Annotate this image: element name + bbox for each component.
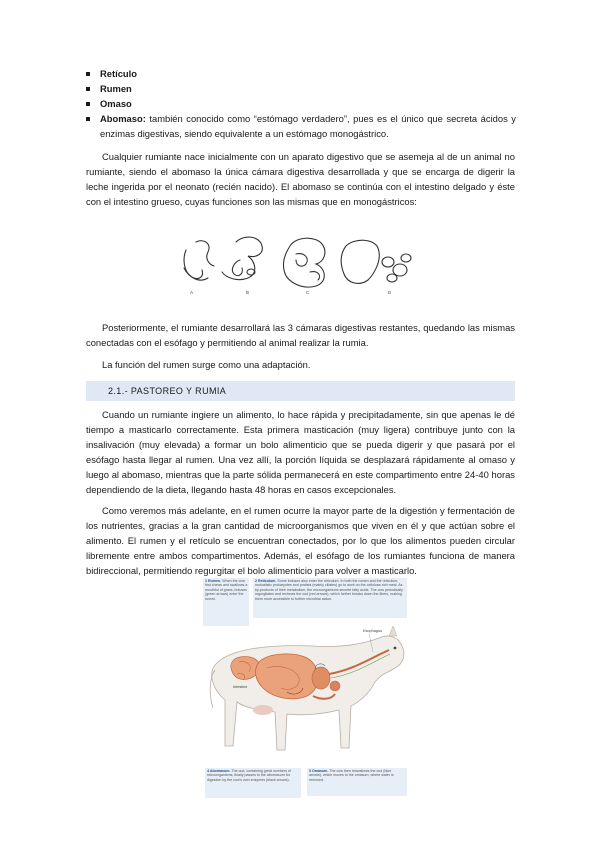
- paragraph-development: Posteriormente, el rumiante desarrollará las 3 cámaras digestivas restantes, quedando las mismas conectadas con el esófago y permitiendo al animal realizar la rumia.: [86, 322, 515, 348]
- omasum-organ: [330, 681, 340, 691]
- omasum-caption: 3 Omasum. The cow then reswallows the cud (blue arrows), which moves to the omasum, where water is removed.: [309, 769, 394, 782]
- list-item: Omaso: [86, 96, 516, 111]
- stomach-development-figure: [178, 232, 430, 298]
- list-item: Retículo: [86, 66, 516, 81]
- stage-label-b: B: [246, 290, 250, 295]
- stomach-stage-d: [341, 240, 411, 283]
- stomach-stage-c: [283, 238, 324, 287]
- paragraph-rumen-function: La función del rumen surge como una adaptación.: [102, 359, 311, 370]
- intestine-label: Intestine: [233, 685, 248, 689]
- esophagus-label: Esophagus: [363, 629, 382, 633]
- cow-digestive-figure: [203, 578, 409, 800]
- stomach-stage-a: [184, 241, 214, 280]
- paragraph-rumen-digestion: Como veremos más adelante, en el rumen ocurre la mayor parte de la digestión y fermentación de los nutrientes, gracias a la gran cantidad de microorganismos que viven en él y que actúan sobre el alimento. El rumen y el retículo se encuentran conectados, por lo que los alimentos pueden circular libremente entre ambos compartimentos. Además, el esófago de los rumiantes funciona de manera bidireccional, permitiendo regurgitar el bolo alimenticio para volver a masticarlo.: [86, 505, 515, 576]
- stomach-chambers-list: [86, 66, 516, 141]
- paragraph-ingestion: Cuando un rumiante ingiere un alimento, lo hace rápida y precipitadamente, sin que apenas le dé tiempo a masticarlo correctamente. Esta primera masticación (muy ligera) contribuye junto con la insalivación (muy elevada) a formar un bolo alimenticio que se pueda digerir y que pasará por el esófago hasta llegar al rumen. Una vez allí, la porción líquida se desplazará rápidamente al omaso y luego al abomaso, mientras que la parte sólida permanecerá en este compartimento entre 24-40 horas dependiendo de la dieta, llegando hasta 48 horas en casos excepcionales.: [86, 409, 515, 495]
- rumen-caption: 1 Rumen. When the cow first chews and swallows a mouthful of grass, boluses (green arrows) enter the rumen.: [205, 579, 248, 601]
- reticulum-organ: [312, 667, 330, 689]
- stage-label-a: A: [190, 290, 194, 295]
- reticulum-caption: 2 Reticulum. Some boluses also enter the reticulum. In both the rumen and the reticulum, mutualistic prokaryotes and protists (mainly ciliates) go to work on the cellulose-rich meal. As by-products of their metabolism, the microorganisms secrete fatty acids. The cow periodically regurgitates and rechews the cud (red arrows), which further breaks down the fibers, making them more accessible to further microbial action.: [255, 579, 403, 601]
- stomach-stage-b: [222, 237, 262, 280]
- stage-label-d: D: [388, 290, 392, 295]
- section-heading: 2.1.- PASTOREO Y RUMIA: [86, 381, 515, 401]
- abomasum-caption: 4 Abomasum. The cud, containing great numbers of microorganisms, finally passes to the abomasum for digestion by the cow's own enzymes (black arrows).: [207, 769, 291, 782]
- stage-label-c: C: [306, 290, 310, 295]
- paragraph-newborn: Cualquier rumiante nace inicialmente con un aparato digestivo que se asemeja al de un animal no rumiante, siendo el abomaso la única cámara digestiva desarrollada y que se encarga de digerir la leche ingerida por el neonato (recién nacido). El abomaso se continúa con el intestino delgado y éste con el intestino grueso, cuyas funciones son las mismas que en monogástricos:: [86, 151, 515, 207]
- list-item: Abomaso: también conocido como “estómago verdadero”, pues es el único que secreta ácidos y enzimas digestivas, siendo equivalente a un estómago monogástrico.: [86, 111, 516, 141]
- list-item: Rumen: [86, 81, 516, 96]
